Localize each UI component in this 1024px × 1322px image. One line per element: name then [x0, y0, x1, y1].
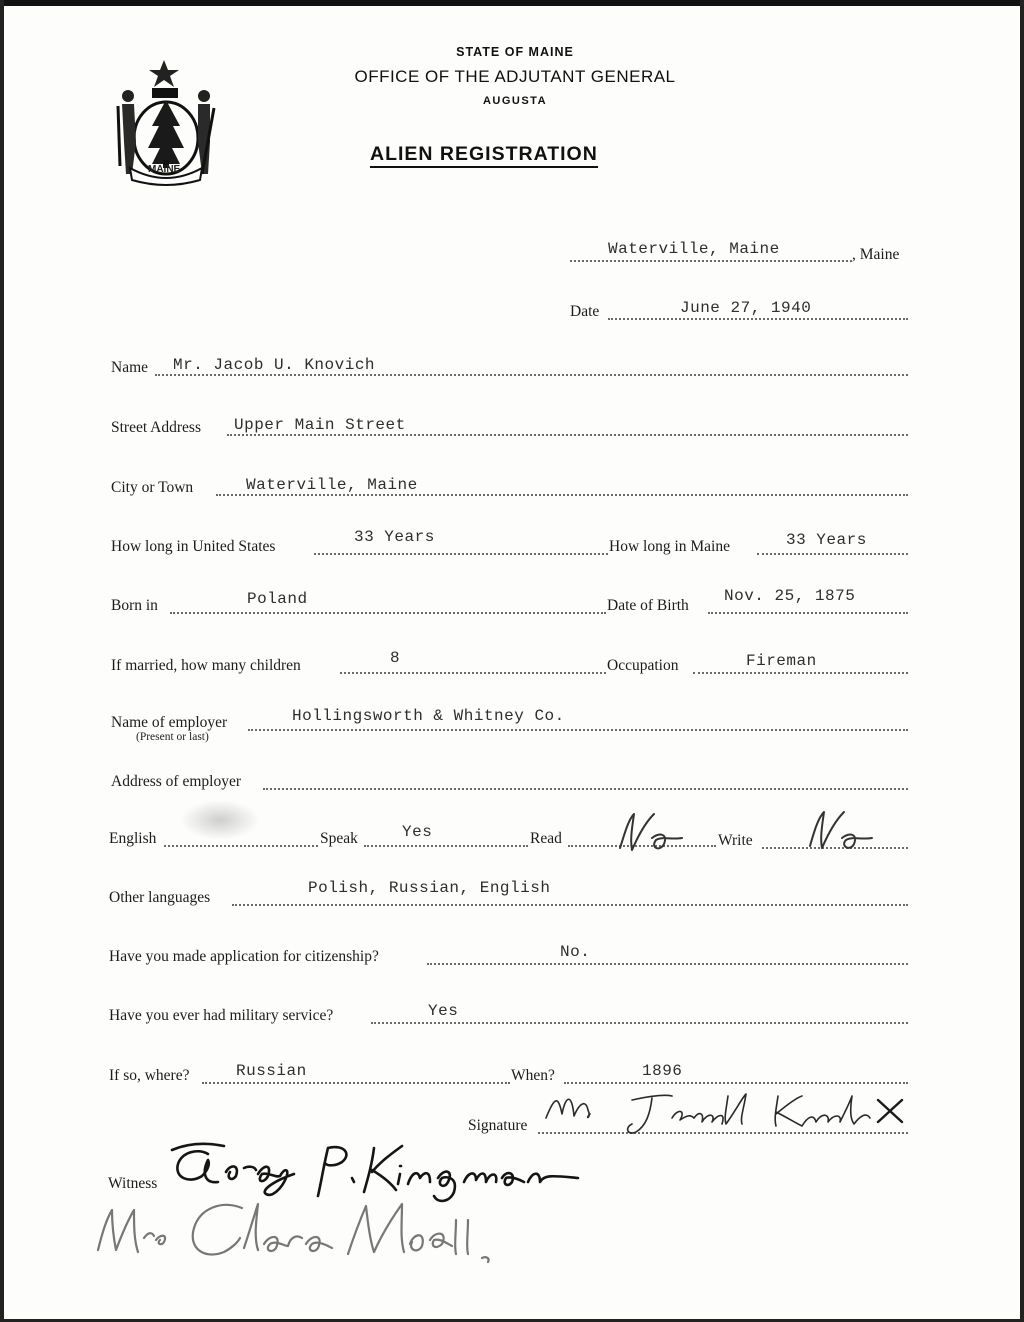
children-value: 8: [390, 649, 401, 667]
date-value: June 27, 1940: [680, 299, 812, 317]
years-maine-dotted-line: [757, 553, 908, 555]
employer-label: Name of employer: [111, 714, 228, 731]
witness-label: Witness: [108, 1175, 158, 1192]
occupation-label: Occupation: [607, 657, 679, 674]
signature-handwriting: [540, 1088, 910, 1144]
children-label: If married, how many children: [111, 657, 301, 674]
military-dotted-line: [371, 1022, 908, 1024]
where-value: Russian: [236, 1062, 307, 1080]
years-maine-value: 33 Years: [786, 531, 867, 549]
name-dotted-line: [155, 374, 908, 376]
scan-smudge: [180, 800, 260, 840]
second-witness-handwriting: [92, 1190, 542, 1274]
date-dotted-line: [608, 318, 908, 320]
years-us-value: 33 Years: [354, 528, 435, 546]
write-handwriting: [800, 806, 880, 854]
born-value: Poland: [247, 590, 308, 608]
write-label: Write: [718, 832, 753, 849]
employer-dotted-line: [248, 729, 908, 731]
read-label: Read: [530, 830, 562, 847]
name-value: Mr. Jacob U. Knovich: [173, 356, 376, 374]
header-state: STATE OF MAINE: [456, 45, 574, 59]
years-us-dotted-line: [314, 553, 608, 555]
english-dotted-line: [164, 845, 318, 847]
when-label: When?: [511, 1067, 555, 1084]
dob-value: Nov. 25, 1875: [724, 587, 856, 605]
read-handwriting: [612, 808, 692, 856]
date-label: Date: [570, 303, 600, 320]
military-label: Have you ever had military service?: [109, 1007, 334, 1024]
english-label: English: [109, 830, 157, 847]
place-dotted-line: [570, 260, 852, 262]
born-dotted-line: [170, 612, 606, 614]
dob-dotted-line: [708, 612, 908, 614]
scan-border-left: [0, 0, 4, 1322]
other-languages-dotted-line: [232, 904, 908, 906]
speak-label: Speak: [320, 830, 358, 847]
occupation-dotted-line: [693, 672, 908, 674]
place-value: Waterville, Maine: [608, 240, 780, 258]
city-dotted-line: [216, 494, 908, 496]
other-languages-label: Other languages: [109, 889, 211, 906]
place-suffix: , Maine: [852, 246, 900, 263]
where-label: If so, where?: [109, 1067, 190, 1084]
speak-dotted-line: [364, 845, 528, 847]
seal-ribbon-text: MAINE: [148, 164, 181, 175]
header-city: AUGUSTA: [482, 95, 548, 107]
name-label: Name: [111, 359, 149, 376]
street-label: Street Address: [111, 419, 201, 436]
form-title: ALIEN REGISTRATION: [370, 143, 598, 168]
employer-sublabel: (Present or last): [136, 731, 209, 743]
speak-value: Yes: [402, 823, 433, 841]
citizenship-dotted-line: [427, 963, 908, 965]
born-label: Born in: [111, 597, 158, 614]
children-dotted-line: [340, 672, 606, 674]
signature-label: Signature: [468, 1117, 528, 1134]
citizenship-value: No.: [560, 943, 591, 961]
street-dotted-line: [227, 434, 908, 436]
dob-label: Date of Birth: [607, 597, 689, 614]
street-value: Upper Main Street: [234, 416, 406, 434]
city-value: Waterville, Maine: [246, 476, 418, 494]
where-dotted-line: [202, 1082, 510, 1084]
military-value: Yes: [428, 1002, 459, 1020]
employer-value: Hollingsworth & Whitney Co.: [292, 707, 565, 725]
when-dotted-line: [564, 1082, 908, 1084]
years-maine-label: How long in Maine: [609, 538, 730, 555]
years-us-label: How long in United States: [111, 538, 276, 555]
scan-border-top: [0, 0, 1024, 6]
other-languages-value: Polish, Russian, English: [308, 879, 551, 897]
scan-border-right: [1020, 0, 1024, 1322]
citizenship-label: Have you made application for citizenship?: [109, 948, 379, 965]
employer-address-dotted-line: [263, 788, 908, 790]
when-value: 1896: [642, 1062, 683, 1080]
header-office: OFFICE OF THE ADJUTANT GENERAL: [354, 67, 676, 86]
employer-address-label: Address of employer: [111, 773, 241, 790]
occupation-value: Fireman: [746, 652, 817, 670]
city-label: City or Town: [111, 479, 194, 496]
